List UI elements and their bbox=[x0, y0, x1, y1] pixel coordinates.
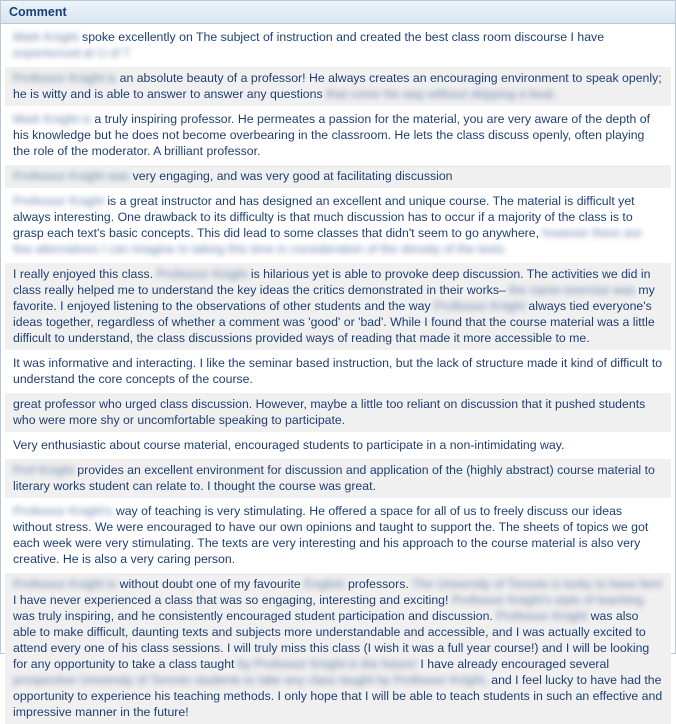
redacted-text: English bbox=[304, 577, 345, 591]
redacted-text: Professor Knight bbox=[434, 299, 525, 313]
comment-text: way of teaching is very stimulating. He offered a space for all of us to freely discuss our ideas without stress. We were encouraged to have our own opinions and taught to support the. The sheets of topics we got each week were very stimulating. The texts are very interesting and his approach to the course material is also very creative. He is also a very caring person. bbox=[13, 504, 649, 566]
redacted-text: experienced at U of T bbox=[13, 46, 131, 60]
comment-text: Very enthusiastic about course material, encouraged students to participate in a non-intimidating way. bbox=[13, 438, 565, 452]
comment-row bbox=[5, 26, 671, 65]
comment-row bbox=[5, 393, 671, 432]
comment-row bbox=[5, 67, 671, 106]
redacted-text: Professor Knight was bbox=[13, 169, 130, 183]
comment-text: an absolute beauty of a professor! He always creates an encouraging environment to speak openly; he is witty and is able to answer to answer any questions bbox=[13, 71, 662, 101]
redacted-text: Professor Knight bbox=[156, 267, 248, 281]
comment-text: is a great instructor and has designed an excellent and unique course. The material is difficult yet always interesting. One drawback to its difficulty is that much discussion has to occur if a majority of the class is to grasp each text's basic concepts. This did lead to some classes that didn't seem to go anywhere, bbox=[13, 194, 635, 240]
comment-text: was truly inspiring, and he consistently encouraged student participation and discussion. bbox=[13, 609, 497, 623]
comment-text: very engaging, and was very good at facilitating discussion bbox=[129, 169, 453, 183]
comment-text: without doubt one of my favourite bbox=[116, 577, 305, 591]
comment-row bbox=[5, 352, 671, 391]
redacted-text: Professor Knight bbox=[496, 609, 588, 623]
redacted-text: the name exercise was bbox=[509, 283, 635, 297]
comment-column-header: Comment bbox=[1, 1, 675, 24]
redacted-text: that come his way without skipping a beat. bbox=[326, 87, 557, 101]
comment-row bbox=[5, 108, 671, 163]
comment-text: and I feel lucky to have had the opportunity to experience his teaching methods. I only hope that I will be able to teach students in such an effective and impressive manner in the future! bbox=[13, 673, 663, 719]
comment-text: spoke excellently on The subject of instruction and created the best class room discourse I have bbox=[78, 30, 605, 44]
redacted-text: Mark Knight bbox=[13, 30, 79, 44]
redacted-text: prospective University of Toronto students to take any class taught by Professor Knight, bbox=[13, 673, 488, 687]
comments-list bbox=[1, 24, 675, 724]
redacted-text: Mark Knight is bbox=[13, 112, 91, 126]
comment-text: always tied everyone's ideas together, regardless of whether a comment was 'good' or 'bad'. While I found that the course material was a little difficult to understand, the class discussions provided ways of reading that made it more accessible to me. bbox=[13, 299, 655, 345]
comment-text: I really enjoyed this class. bbox=[13, 267, 157, 281]
comment-text: great professor who urged class discussion. However, maybe a little too reliant on discussion that it pushed students who were more shy or uncomfortable speaking to participate. bbox=[13, 397, 646, 427]
comment-text: my favorite. I enjoyed listening to the observations of other students and the way bbox=[13, 283, 655, 313]
redacted-text: Professor Knight is bbox=[13, 71, 117, 85]
redacted-text: Prof Knight bbox=[13, 463, 74, 477]
comment-row bbox=[5, 190, 671, 261]
redacted-text: Professor Knight's bbox=[13, 504, 113, 518]
comment-text: was also able to make difficult, daunting texts and subjects more understandable and accessible, and I was actually excited to attend every one of his class sessions. I will truly miss this class (I wish it was a full year course!) and I will be looking for any opportunity to take a class taught bbox=[13, 609, 650, 671]
comment-row bbox=[5, 434, 671, 457]
redacted-text: however there are few alternatives I can imagine to taking this time in consideration of the density of the texts. bbox=[13, 226, 642, 256]
comment-row bbox=[5, 263, 671, 350]
comment-text: It was informative and interacting. I like the seminar based instruction, but the lack of structure made it kind of difficult to understand the core concepts of the course. bbox=[13, 356, 663, 386]
redacted-text: Professor Knight's style of teaching bbox=[451, 593, 644, 607]
comment-text: professors. bbox=[344, 577, 412, 591]
comment-text: is hilarious yet is able to provoke deep discussion. The activities we did in class really helped me to understand the key ideas the critics demonstrated in their works– bbox=[13, 267, 651, 297]
comment-text: a truly inspiring professor. He permeates a passion for the material, you are very aware of the depth of his knowledge but he does not become overbearing in the classroom. He lets the class discuss openly, often playing the role of the moderator. A brilliant professor. bbox=[13, 112, 651, 158]
comment-row bbox=[5, 500, 671, 571]
redacted-text: Professor Knight bbox=[13, 194, 104, 208]
redacted-text: The University of Toronto is lucky to have him! bbox=[411, 577, 663, 591]
redacted-text: Professor Knight is bbox=[13, 577, 117, 591]
comment-row bbox=[5, 165, 671, 188]
comment-text: I have never experienced a class that was so engaging, interesting and exciting! bbox=[13, 593, 452, 607]
comment-text: I have already encouraged several bbox=[417, 657, 610, 671]
comment-text: provides an excellent environment for discussion and application of the (highly abstract) course material to literary works student can relate to. I thought the course was great. bbox=[13, 463, 655, 493]
comment-row bbox=[5, 459, 671, 498]
redacted-text: by Professor Knight in the future! bbox=[237, 657, 417, 671]
comment-row bbox=[5, 573, 671, 724]
